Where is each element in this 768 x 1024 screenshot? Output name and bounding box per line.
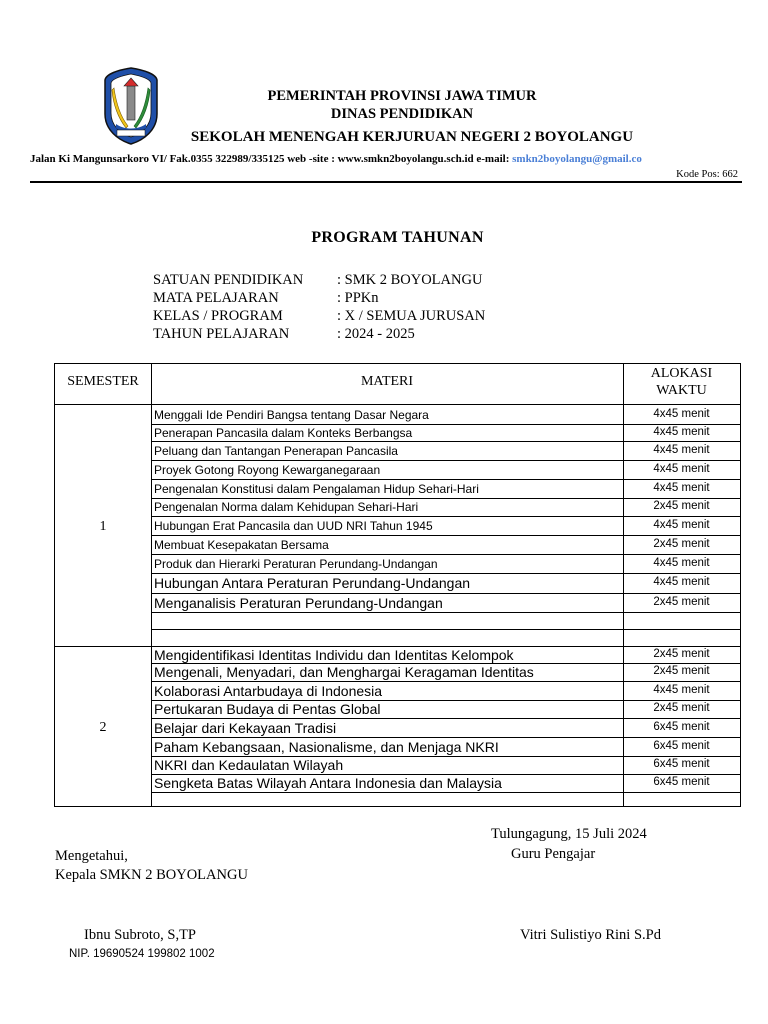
info-value-year: : 2024 - 2025	[337, 326, 415, 342]
teacher-role: Guru Pengajar	[511, 846, 596, 862]
info-value-school: : SMK 2 BOYOLANGU	[337, 272, 483, 288]
place-date: Tulungagung, 15 Juli 2024	[491, 826, 647, 842]
info-value-subject: : PPKn	[337, 290, 379, 306]
table-cell-materi: Penerapan Pancasila dalam Konteks Berbangsa	[154, 426, 413, 440]
table-cell-alokasi: 2x45 menit	[653, 665, 710, 677]
department-name: DINAS PENDIDIKAN	[330, 106, 474, 122]
table-cell-alokasi: 4x45 menit	[653, 481, 710, 494]
table-cell-materi: Hubungan Erat Pancasila dan UUD NRI Tahun 1945	[154, 518, 433, 533]
info-label-year: TAHUN PELAJARAN	[153, 326, 290, 342]
table-cell-alokasi: 4x45 menit	[653, 462, 710, 475]
info-label-school: SATUAN PENDIDIKAN	[153, 272, 304, 288]
table-cell-alokasi: 4x45 menit	[653, 426, 710, 438]
header-alokasi-1: ALOKASI	[650, 366, 713, 381]
document-title: PROGRAM TAHUNAN	[311, 229, 484, 246]
header-alokasi-2: WAKTU	[656, 383, 707, 398]
row-divider-line	[151, 573, 740, 574]
table-cell-materi: Membuat Kesepakatan Bersama	[154, 537, 329, 552]
government-name: PEMERINTAH PROVINSI JAWA TIMUR	[267, 88, 537, 104]
table-cell-materi: Mengenali, Menyadari, dan Menghargai Keragaman Identitas	[154, 664, 534, 680]
table-cell-materi: Peluang dan Tantangan Penerapan Pancasila	[154, 444, 398, 458]
table-cell-materi: Belajar dari Kekayaan Tradisi	[154, 719, 337, 736]
principal-nip: NIP. 19690524 199802 1002	[69, 948, 215, 960]
table-cell-alokasi: 6x45 menit	[653, 739, 710, 752]
acknowledged-label: Mengetahui,	[55, 848, 128, 864]
table-cell-alokasi: 4x45 menit	[653, 408, 710, 420]
postal-code: Kode Pos: 662	[676, 169, 738, 180]
column-divider	[151, 364, 152, 806]
table-cell-materi: Proyek Gotong Royong Kewarganegaraan	[154, 462, 381, 477]
table-cell-materi: Produk dan Hierarki Peraturan Perundang-Undangan	[154, 556, 438, 571]
semester-1-label: 1	[99, 519, 107, 534]
table-cell-materi: Pertukaran Budaya di Pentas Global	[154, 701, 381, 717]
info-label-subject: MATA PELAJARAN	[153, 290, 279, 306]
table-cell-materi: NKRI dan Kedaulatan Wilayah	[154, 757, 344, 773]
header-divider	[30, 181, 742, 183]
semester-2-label: 2	[99, 720, 107, 735]
principal-role: Kepala SMKN 2 BOYOLANGU	[55, 867, 248, 883]
contact-email[interactable]: smkn2boyolangu@gmail.co	[512, 153, 642, 165]
table-cell-alokasi: 2x45 menit	[653, 702, 710, 714]
header-materi: MATERI	[360, 374, 414, 389]
table-cell-alokasi: 4x45 menit	[653, 444, 710, 456]
table-cell-alokasi: 2x45 menit	[653, 647, 710, 660]
table-cell-alokasi: 6x45 menit	[653, 758, 710, 770]
table-cell-materi: Pengenalan Konstitusi dalam Pengalaman Hidup Sehari-Hari	[154, 481, 479, 496]
table-cell-materi: Kolaborasi Antarbudaya di Indonesia	[154, 682, 383, 699]
annual-program-table	[54, 363, 741, 807]
table-cell-materi: Hubungan Antara Peraturan Perundang-Undangan	[154, 575, 471, 591]
table-cell-alokasi: 2x45 menit	[653, 595, 710, 608]
teacher-name: Vitri Sulistiyo Rini S.Pd	[520, 927, 661, 943]
header-divider-line	[55, 404, 740, 405]
table-cell-materi: Menganalisis Peraturan Perundang-Undangan	[154, 594, 443, 611]
principal-name: Ibnu Subroto, S,TP	[84, 927, 196, 943]
table-cell-materi: Sengketa Batas Wilayah Antara Indonesia dan Malaysia	[154, 775, 502, 791]
row-divider-line	[151, 441, 740, 442]
info-label-class: KELAS / PROGRAM	[153, 308, 283, 324]
contact-address: Jalan Ki Mangunsarkoro VI/ Fak.0355 322989/335125 web -site : www.smkn2boyolangu.sch.id e-mail:	[30, 153, 513, 165]
school-contact	[30, 153, 642, 165]
table-cell-alokasi: 4x45 menit	[653, 576, 710, 588]
school-name: SEKOLAH MENENGAH KERJURUAN NEGERI 2 BOYOLANGU	[190, 129, 634, 145]
table-cell-alokasi: 2x45 menit	[653, 537, 710, 550]
header-semester: SEMESTER	[67, 374, 139, 389]
table-cell-materi: Menggali Ide Pendiri Bangsa tentang Dasar Negara	[154, 408, 429, 422]
row-divider-line	[151, 792, 740, 793]
info-value-class: : X / SEMUA JURUSAN	[337, 308, 486, 324]
table-cell-alokasi: 2x45 menit	[653, 500, 710, 512]
row-divider-line	[151, 629, 740, 630]
table-cell-materi: Paham Kebangsaan, Nasionalisme, dan Menjaga NKRI	[154, 738, 499, 755]
table-cell-materi: Pengenalan Norma dalam Kehidupan Sehari-Hari	[154, 500, 419, 514]
table-cell-alokasi: 6x45 menit	[653, 776, 710, 788]
table-cell-alokasi: 4x45 menit	[653, 556, 710, 569]
table-cell-alokasi: 4x45 menit	[653, 518, 710, 531]
table-cell-materi: Mengidentifikasi Identitas Individu dan Identitas Kelompok	[154, 646, 514, 663]
table-cell-alokasi: 6x45 menit	[653, 720, 710, 733]
row-divider-line	[151, 612, 740, 613]
table-cell-alokasi: 4x45 menit	[653, 683, 710, 696]
